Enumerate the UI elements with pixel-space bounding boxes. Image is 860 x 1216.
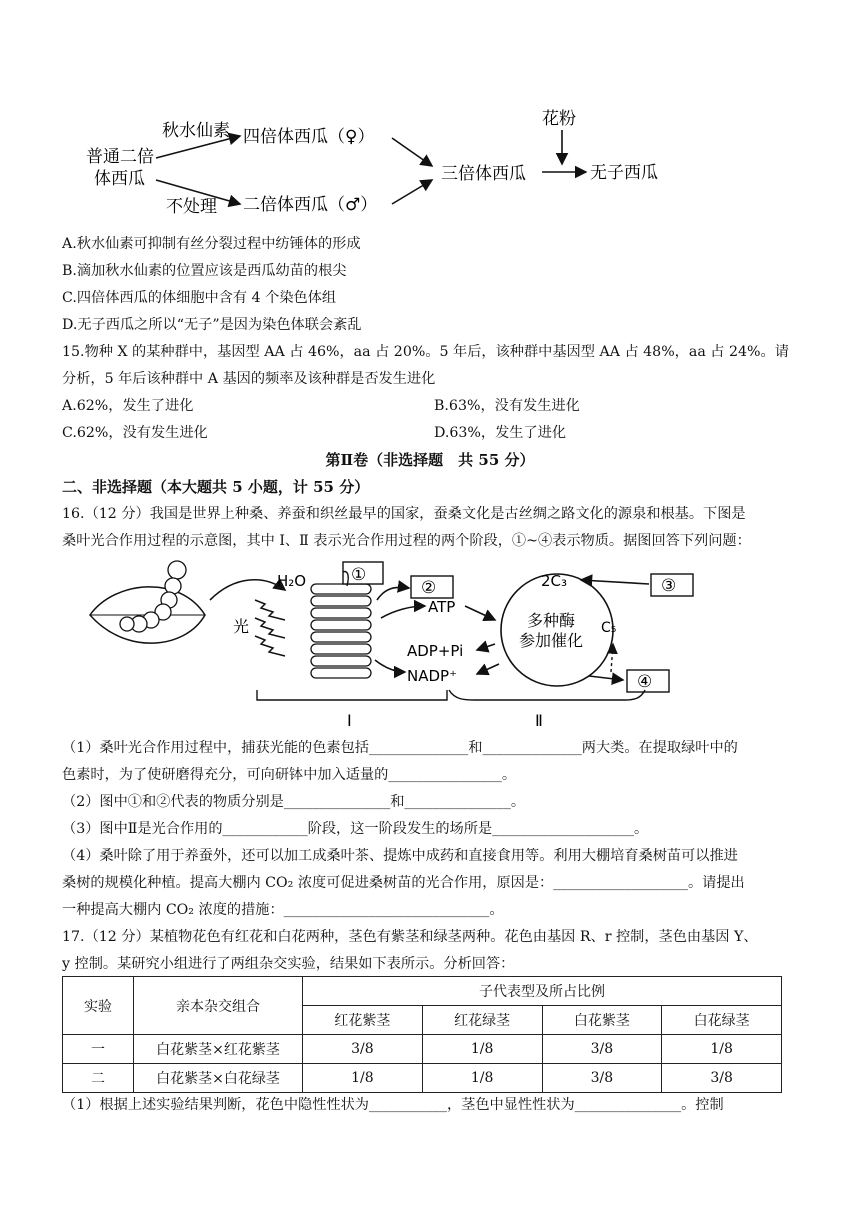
cross-results-table (62, 976, 782, 1093)
q15-stem-1: 15.物种 X 的某种群中，基因型 AA 占 46%，aa 占 20%。5 年后，该种群中基因型 AA 占 48%，aa 占 24%。请 (62, 344, 789, 360)
header-cross: 亲本杂交组合 (134, 977, 303, 1035)
c3-label: 2C₃ (541, 572, 568, 590)
light-label: 光 (233, 617, 250, 636)
q14-option-c: C.四倍体西瓜的体细胞中含有 4 个染色体组 (62, 290, 337, 306)
q15-option-b: B.63%，没有发生进化 (434, 398, 580, 414)
silkworm-icon (120, 561, 186, 632)
dashed-arrow-to-c5 (611, 644, 613, 672)
c5-label: C₅ (601, 620, 617, 636)
q15-option-a: A.62%，发生了进化 (62, 398, 194, 414)
diploid-label: 二倍体西瓜（♂） (243, 195, 378, 215)
row-value: 1/8 (422, 1035, 542, 1064)
tetraploid-label: 四倍体西瓜（♀） (243, 127, 375, 147)
col-header: 红花紫茎 (303, 1006, 423, 1035)
row-value: 1/8 (303, 1064, 423, 1093)
q14-option-a: A.秋水仙素可抑制有丝分裂过程中纺锤体的形成 (62, 236, 361, 252)
photosynthesis-diagram (85, 560, 695, 738)
q15-option-d: D.63%，发生了进化 (434, 425, 567, 441)
arrow-diploid-to-triploid (392, 180, 432, 204)
stage-1-label: Ⅰ (347, 711, 352, 730)
row-value: 3/8 (303, 1035, 423, 1064)
stage-1-brace (257, 690, 447, 700)
triploid-label: 三倍体西瓜 (441, 164, 526, 184)
arrow-cycle-to-adp (477, 644, 495, 650)
adp-label: ADP+Pi (407, 642, 464, 660)
header-offspring: 子代表型及所占比例 (303, 977, 782, 1006)
q16-sub1-line-1: （1）桑叶光合作用过程中，捕获光能的色素包括______________和______________两大类。在提取绿叶中的 (62, 740, 738, 756)
q16-sub4-line-3: 一种提高大棚内 CO₂ 浓度的措施：_____________________________。 (62, 902, 504, 918)
q14-option-b: B.滴加秋水仙素的位置应该是西瓜幼苗的根尖 (62, 263, 347, 279)
table-row (63, 1064, 782, 1093)
box-3-label: ③ (661, 576, 677, 596)
q16-stem-1: 16.（12 分）我国是世界上种桑、养蚕和织丝最早的国家，蚕桑文化是古丝绸之路文化的源泉和根基。下图是 (62, 506, 746, 522)
box-4-label: ④ (637, 672, 653, 692)
q16-sub2: （2）图中①和②代表的物质分别是_______________和_______________。 (62, 794, 526, 810)
enzyme-label-2: 参加催化 (519, 631, 584, 650)
row-value: 3/8 (542, 1035, 662, 1064)
col-header: 红花绿茎 (422, 1006, 542, 1035)
row-cross: 白花紫茎×红花紫茎 (134, 1035, 303, 1064)
table-header-row (63, 977, 782, 1006)
arrow-to-box-2 (377, 587, 409, 600)
col-header: 白花紫茎 (542, 1006, 662, 1035)
q16-sub4-line-1: （4）桑叶除了用于养蚕外，还可以加工成桑叶茶、提炼中成药和直接食用等。利用大棚培育桑树苗可以推进 (62, 848, 738, 864)
stage-2-brace (449, 690, 645, 700)
q15-option-c: C.62%，没有发生进化 (62, 425, 208, 441)
box-2-label: ② (421, 578, 437, 598)
part2-title: 第Ⅱ卷（非选择题 共 55 分） (325, 451, 535, 469)
q17-sub1: （1）根据上述实验结果判断，花色中隐性性状为___________，茎色中显性性状为_______________。控制 (62, 1097, 724, 1113)
arrow-leaf-to-chloroplast (210, 580, 285, 600)
q16-sub1-line-2: 色素时，为了使研磨得充分，可向研钵中加入适量的________________。 (62, 767, 517, 783)
enzyme-label-1: 多种酶 (527, 611, 576, 630)
nadp-label: NADP⁺ (407, 667, 457, 685)
q16-stem-2: 桑叶光合作用过程的示意图，其中 Ⅰ、Ⅱ 表示光合作用过程的两个阶段，①~④表示物质。据图回答下列问题： (62, 533, 751, 549)
water-label: H₂O (277, 572, 307, 590)
atp-label: ATP (428, 598, 456, 616)
box-1-label: ① (351, 565, 367, 585)
arrow-atp-to-cycle (465, 606, 495, 620)
arrow-box-3-to-c3 (581, 580, 649, 584)
diploid-origin-label-2: 体西瓜 (94, 169, 145, 189)
stage-2-label: Ⅱ (535, 711, 543, 730)
q16-sub3: （3）图中Ⅱ是光合作用的____________阶段，这一阶段发生的场所是____________________。 (62, 821, 649, 837)
row-experiment: 一 (63, 1035, 134, 1064)
arrow-atp (381, 606, 425, 618)
q16-sub4-line-2: 桑树的规模化种植。提高大棚内 CO₂ 浓度可促进桑树苗的光合作用，原因是：___________________。请提出 (62, 875, 745, 891)
header-experiment: 实验 (63, 977, 134, 1035)
row-experiment: 二 (63, 1064, 134, 1093)
diploid-origin-label-1: 普通二倍 (86, 147, 154, 167)
row-value: 3/8 (662, 1064, 782, 1093)
arrow-tetraploid-to-triploid (392, 138, 432, 166)
row-cross: 白花紫茎×白花绿茎 (134, 1064, 303, 1093)
breeding-diagram (80, 100, 680, 225)
q17-stem-1: 17.（12 分）某植物花色有红花和白花两种，茎色有紫茎和绿茎两种。花色由基因 R、r 控制，茎色由基因 Y、 (62, 929, 758, 945)
section2-heading: 二、非选择题（本大题共 5 小题，计 55 分） (62, 478, 370, 496)
arrow-nadph (375, 660, 405, 672)
thylakoid-stack-icon (311, 584, 371, 678)
col-header: 白花绿茎 (662, 1006, 782, 1035)
arrow-cycle-to-nadp (477, 664, 499, 674)
calvin-cycle (501, 574, 613, 686)
pollen-label: 花粉 (542, 109, 576, 129)
light-rays-icon (255, 600, 285, 656)
colchicine-label: 秋水仙素 (162, 121, 230, 141)
no-treatment-label: 不处理 (166, 197, 217, 217)
q15-stem-2: 分析，5 年后该种群中 A 基因的频率及该种群是否发生进化 (62, 371, 436, 387)
q14-option-d: D.无子西瓜之所以“无子”是因为染色体联会紊乱 (62, 317, 362, 333)
table-row (63, 1035, 782, 1064)
row-value: 1/8 (422, 1064, 542, 1093)
arrow-to-box-4 (589, 676, 623, 680)
q17-stem-2: y 控制。某研究小组进行了两组杂交实验，结果如下表所示。分析回答： (62, 956, 515, 972)
row-value: 3/8 (542, 1064, 662, 1093)
seedless-label: 无子西瓜 (590, 163, 658, 183)
row-value: 1/8 (662, 1035, 782, 1064)
